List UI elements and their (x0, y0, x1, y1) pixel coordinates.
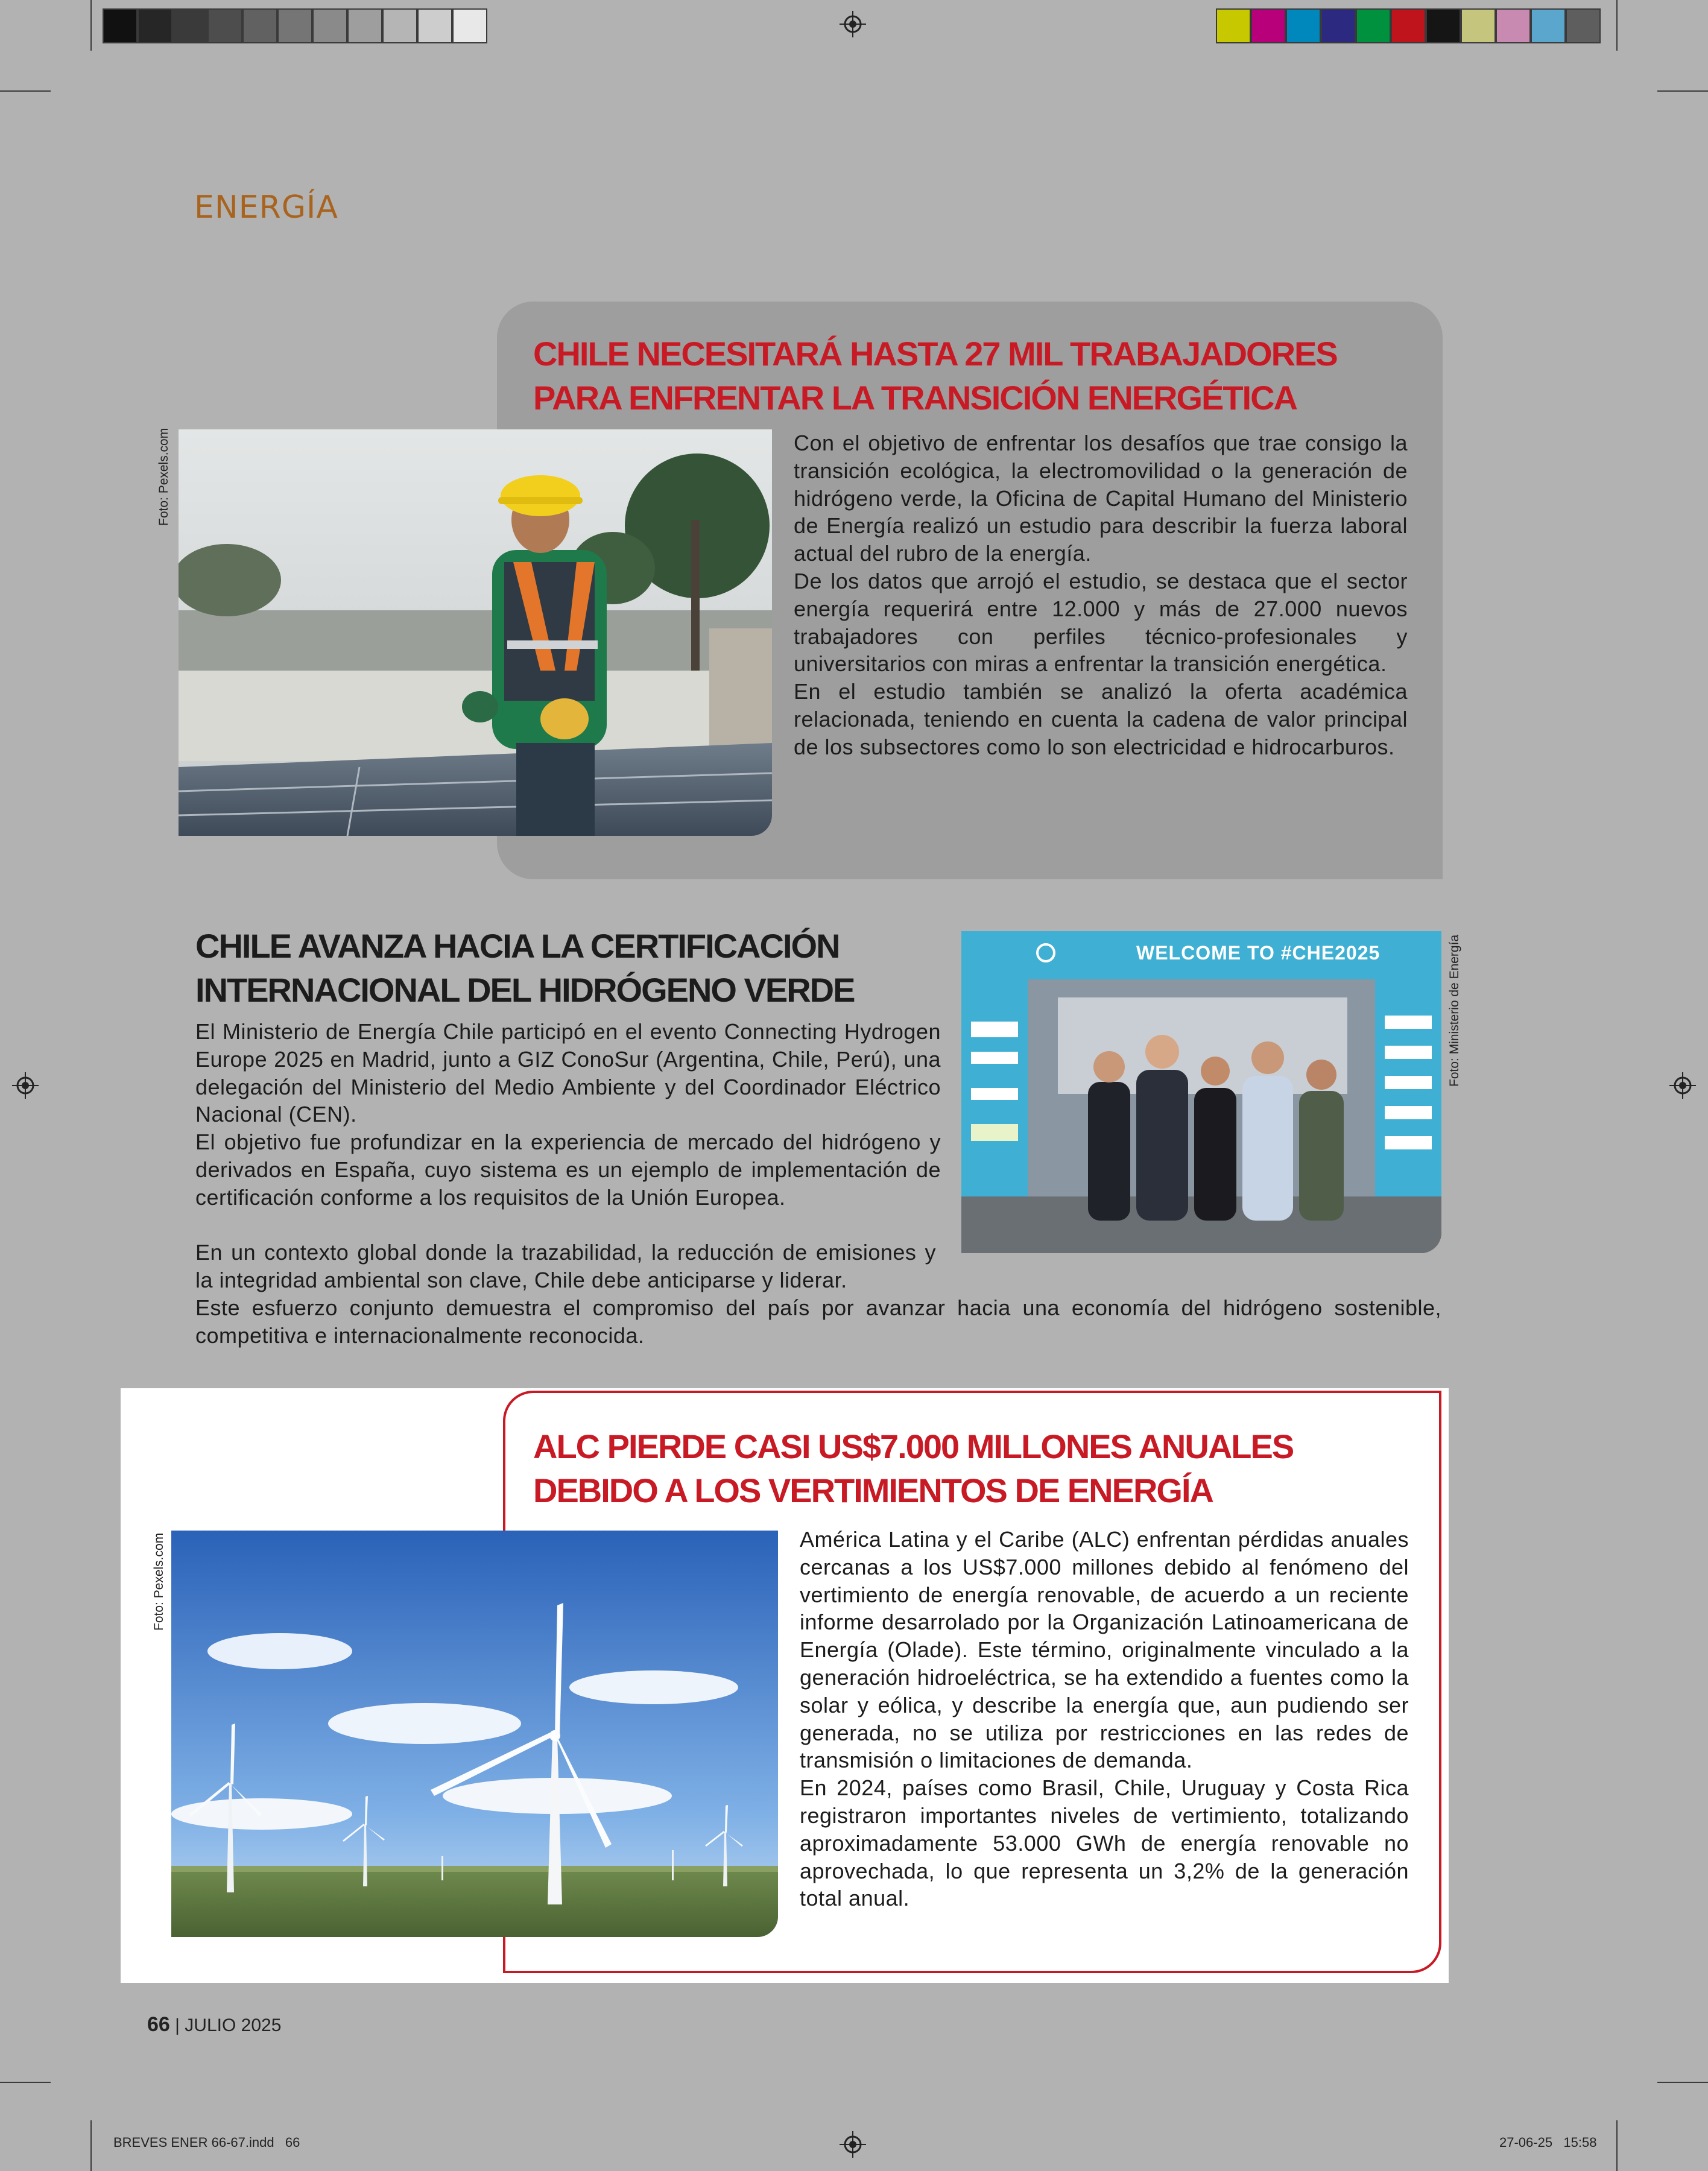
color-swatch (1531, 8, 1566, 43)
article3-body (800, 1526, 1409, 1912)
photo-credit: Foto: Ministerio de Energía (1447, 934, 1461, 1087)
crop-mark (1616, 0, 1618, 51)
color-swatch (138, 8, 172, 43)
article1-headline (533, 332, 1426, 420)
color-swatch (277, 8, 312, 43)
registration-mark-icon (1669, 1072, 1696, 1099)
paragraph: América Latina y el Caribe (ALC) enfrentan pérdidas anuales cercanas a los US$7.000 millones debido al fenómeno del vertimiento de energía renovable, de acuerdo a un reciente informe desarrolado por la Organización Latinoamericana de Energía (Olade). Este término, originalmente vinculado a la generación hidroeléctrica, se ha extendido a fuentes como la solar y eólica, y describe la energía que, aun pudiendo ser generada, no se utiliza por restricciones en las redes de transmisión o limitaciones de demanda. (800, 1527, 1409, 1773)
crop-mark (1616, 2120, 1618, 2171)
event-delegation-photo (961, 931, 1441, 1253)
date-slug: 27-06-25 15:58 (1499, 2135, 1597, 2150)
color-swatch (382, 8, 417, 43)
color-swatch (1496, 8, 1531, 43)
page-footer (147, 2013, 281, 2037)
paragraph: En un contexto global donde la trazabilidad, la reducción de emisiones y la integridad ambiental son clave, Chile debe anticiparse y liderar. (195, 1240, 936, 1292)
crop-mark (0, 2082, 51, 2083)
headline-line: INTERNACIONAL DEL HIDRÓGENO VERDE (195, 971, 855, 1009)
color-swatch (242, 8, 277, 43)
color-swatch (452, 8, 487, 43)
color-swatch (1461, 8, 1496, 43)
registration-mark-icon (840, 11, 866, 37)
paragraph: De los datos que arrojó el estudio, se destaca que el sector energía requerirá entre 12.000 y más de 27.000 nuevos trabajadores con perfiles técnico-profesionales y universitarios con miras a enfrentar la transición energética. (794, 568, 1408, 677)
color-swatch (1216, 8, 1251, 43)
color-swatch (1356, 8, 1391, 43)
article2-body-full (195, 1294, 1441, 1350)
article3-headline (533, 1424, 1426, 1512)
file-slug: BREVES ENER 66-67.indd 66 (113, 2135, 300, 2150)
crop-mark (1657, 2082, 1708, 2083)
crop-mark (90, 0, 92, 51)
color-swatch (312, 8, 347, 43)
crop-mark (90, 2120, 92, 2171)
color-swatch (1426, 8, 1461, 43)
paragraph: El Ministerio de Energía Chile participó en el evento Connecting Hydrogen Europe 2025 en Madrid, junto a GIZ ConoSur (Argentina, Chile, Perú), una delegación del Ministerio del Medio Ambiente y del Coordinador Eléctrico Nacional (CEN). (195, 1019, 941, 1127)
photo-credit: Foto: Pexels.com (152, 1532, 166, 1631)
color-swatch (417, 8, 452, 43)
headline-line: CHILE AVANZA HACIA LA CERTIFICACIÓN (195, 927, 840, 965)
wind-turbines-photo (171, 1531, 778, 1937)
page-number: 66 (147, 2013, 170, 2036)
color-swatch-strip (1216, 8, 1601, 46)
article1-body (794, 429, 1408, 761)
headline-line: PARA ENFRENTAR LA TRANSICIÓN ENERGÉTICA (533, 379, 1297, 417)
color-swatch (172, 8, 207, 43)
paragraph: En el estudio también se analizó la oferta académica relacionada, teniendo en cuenta la cadena de valor principal de los subsectores como lo son electricidad e hidrocarburos. (794, 679, 1408, 759)
color-swatch (1286, 8, 1321, 43)
paragraph: Con el objetivo de enfrentar los desafíos que trae consigo la transición ecológica, la electromovilidad o la generación de hidrógeno verde, la Oficina de Capital Humano del Ministerio de Energía realizó un estudio para describir la fuerza laboral actual del rubro de la energía. (794, 431, 1408, 566)
headline-line: CHILE NECESITARÁ HASTA 27 MIL TRABAJADORES (533, 335, 1337, 373)
paragraph: El objetivo fue profundizar en la experiencia de mercado del hidrógeno y derivados en España, cuyo sistema es un ejemplo de implementación de certificación conforme a los requisitos de la Unión Europea. (195, 1130, 941, 1210)
article2-body-full (195, 1239, 936, 1294)
photo-credit: Foto: Pexels.com (157, 428, 171, 526)
worker-solar-panel-photo (179, 429, 772, 836)
section-label: ENERGÍA (194, 189, 338, 226)
color-swatch (207, 8, 242, 43)
color-swatch (103, 8, 138, 43)
paragraph: En 2024, países como Brasil, Chile, Uruguay y Costa Rica registraron importantes niveles de vertimiento, totalizando aproximadamente 53.000 GWh de energía renovable no aprovechada, lo que representa un 3,2% de la generación total anual. (800, 1775, 1409, 1911)
crop-mark (1657, 90, 1708, 92)
color-swatch (347, 8, 382, 43)
paragraph: Este esfuerzo conjunto demuestra el compromiso del país por avanzar hacia una economía del hidrógeno sostenible, competitiva e internacionalmente reconocida. (195, 1295, 1441, 1348)
article2-headline (195, 924, 943, 1012)
headline-line: DEBIDO A LOS VERTIMIENTOS DE ENERGÍA (533, 1471, 1213, 1509)
color-swatch (1391, 8, 1426, 43)
issue-date: | JULIO 2025 (175, 2015, 282, 2035)
article2-body-wrap (195, 1018, 941, 1212)
grey-swatch-strip (103, 8, 487, 46)
event-banner-text: WELCOME TO #CHE2025 (1136, 942, 1381, 964)
color-swatch (1251, 8, 1286, 43)
crop-mark (0, 90, 51, 92)
color-swatch (1566, 8, 1601, 43)
registration-mark-icon (12, 1072, 39, 1099)
headline-line: ALC PIERDE CASI US$7.000 MILLONES ANUALES (533, 1427, 1294, 1465)
registration-mark-icon (840, 2131, 866, 2158)
color-swatch (1321, 8, 1356, 43)
